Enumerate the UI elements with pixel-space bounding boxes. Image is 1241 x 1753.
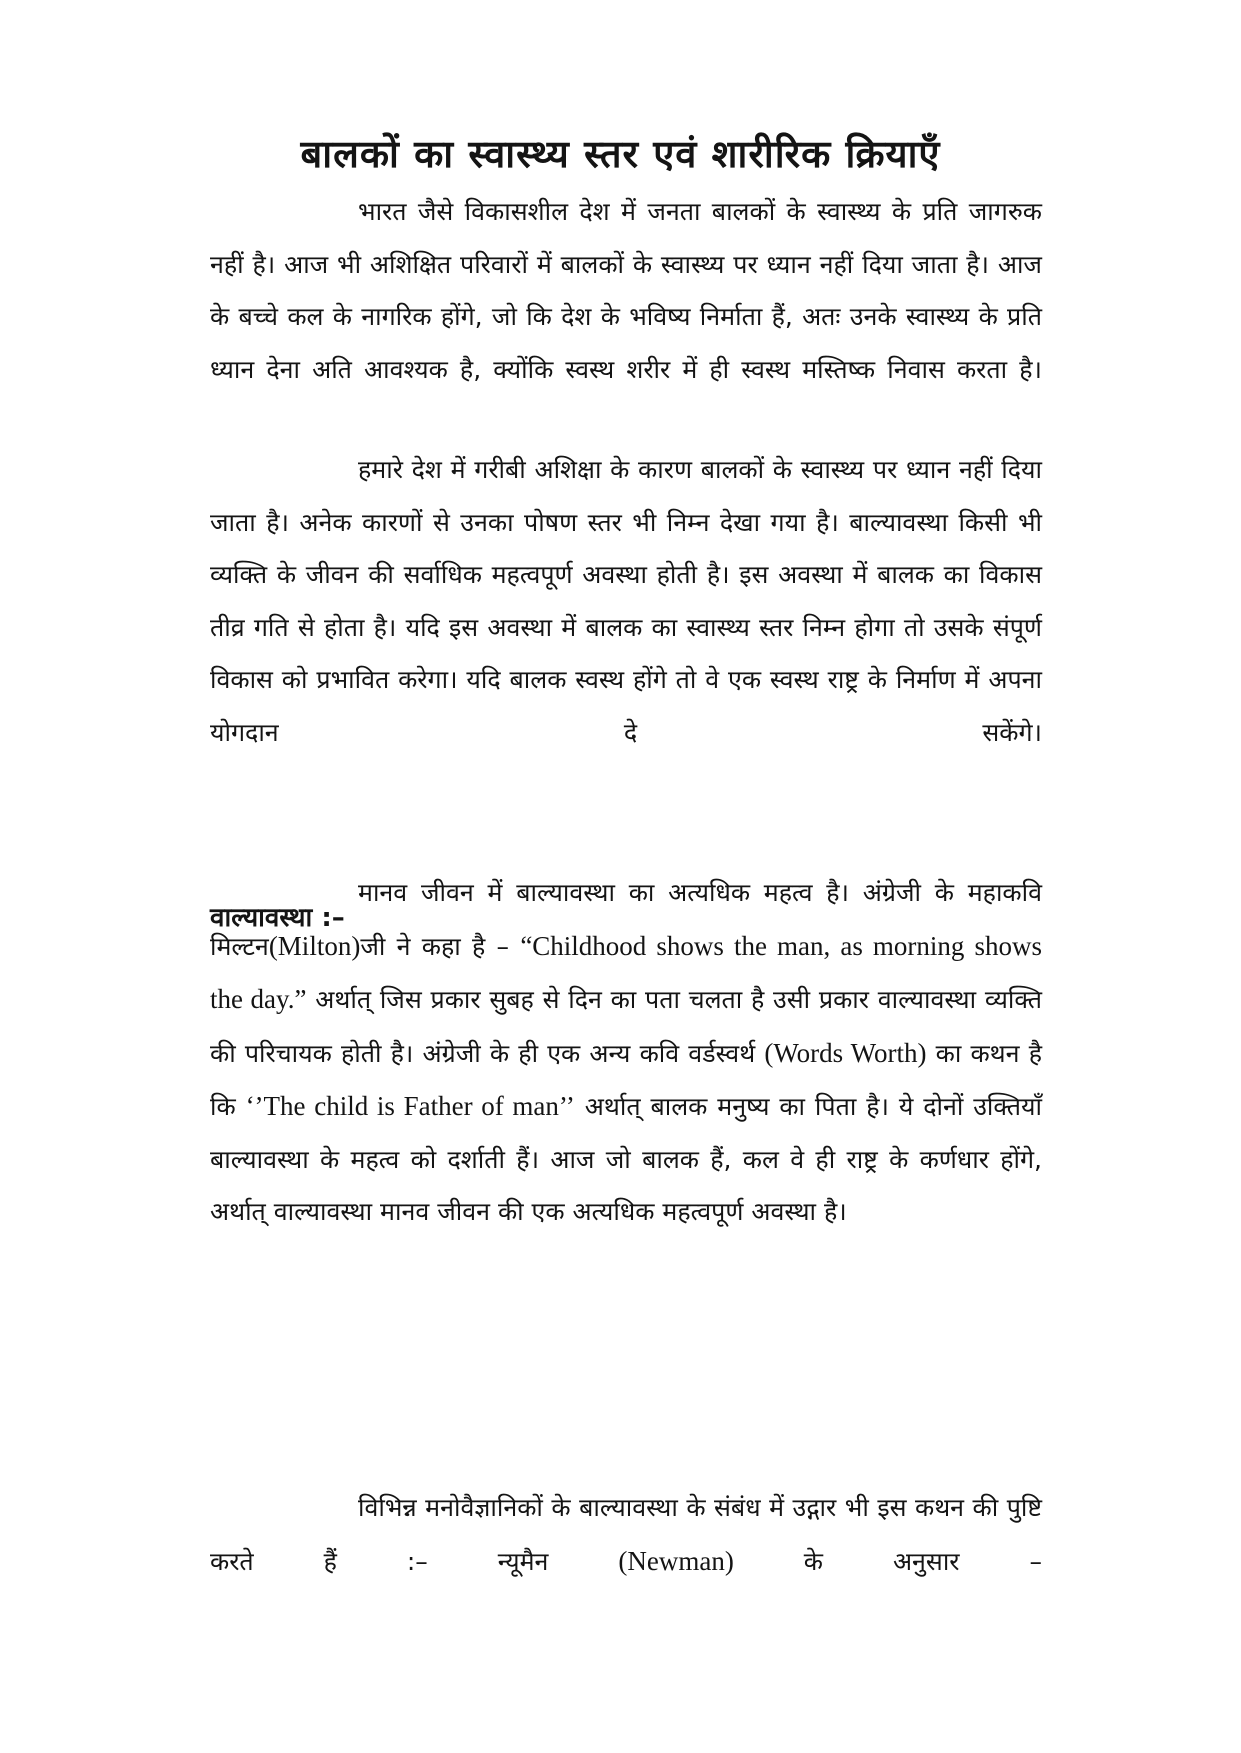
paragraph-4 [210,1482,1042,1588]
paragraph-2-text: हमारे देश में गरीबी अशिक्षा के कारण बालकों के स्वास्थ्य पर ध्यान नहीं दिया जाता है। अनेक कारणों से उनका पोषण स्तर भी निम्न देखा गया है। बाल्यावस्था किसी भी व्यक्ति के जीवन की सर्वाधिक महत्वपूर्ण अवस्था होती है। इस अवस्था में बालक का विकास तीव्र गति से होता है। यदि इस अवस्था में बालक का स्वास्थ्य स्तर निम्न होगा तो उसके संपूर्ण विकास को प्रभावित करेगा। यदि बालक स्वस्थ होंगे तो वे एक स्वस्थ राष्ट्र के निर्माण में अपना योगदान दे सकेंगे। [210,455,1042,747]
milton-quote: “Childhood shows the man, as morning shows the day.” [210,930,1043,1014]
paragraph-4-text-2: के अनुसार – [733,1546,1042,1576]
paragraph-3-text-3: अर्थात् जिस प्रकार सुबह से दिन का पता चलता है उसी प्रकार वाल्यावस्था व्यक्ति की परिचायक होती है। अंग्रेजी के ही एक अन्य कवि वर्डस्वर्थ [210,985,1043,1068]
paragraph-3-text-5: अर्थात् बालक मनुष्य का पिता है। ये दोनों उक्तियाँ बाल्यावस्था के महत्व को दर्शाती हैं। आज जो बालक हैं, कल वे ही राष्ट्र के कर्णधार होंगे, अर्थात् वाल्यावस्था मानव जीवन की एक अत्यधिक महत्वपूर्ण अवस्था है। [210,1092,1043,1226]
paragraph-3-text-1: मानव जीवन में बाल्यावस्था का अत्यधिक महत्व है। अंग्रेजी के महाकवि मिल्टन [210,878,1042,961]
paragraph-1-text: भारत जैसे विकासशील देश में जनता बालकों के स्वास्थ्य के प्रति जागरुक नहीं है। आज भी अशिक्षित परिवारों में बालकों के स्वास्थ्य पर ध्यान नहीं दिया जाता है। आज के बच्चे कल के नागरिक होंगे, जो कि देश के भविष्य निर्माता हैं, अतः उनके स्वास्थ्य के प्रति ध्यान देना अति आवश्यक है, क्योंकि स्वस्थ शरीर में ही स्वस्थ मस्तिष्क निवास करता है। [210,197,1042,384]
section-heading: वाल्यावस्था :– [210,903,345,933]
page-title: बालकों का स्वास्थ्य स्तर एवं शारीरिक क्रियाएँ [300,132,941,176]
newman-name: (Newman) [618,1545,734,1576]
paragraph-4-text-1: विभिन्न मनोवैज्ञानिकों के बाल्यावस्था के संबंध में उद्गार भी इस कथन की पुष्टि करते हैं :– न्यूमैन [210,1493,1042,1576]
milton-name: (Milton) [268,930,361,961]
paragraph-3 [210,867,1042,1239]
wordsworth-name: (Words Worth) [764,1037,927,1068]
paragraph-3-text-4: का कथन है कि [210,1038,1042,1121]
paragraph-2 [210,444,1042,759]
wordsworth-quote: ‘’The child is Father of man’’ [245,1091,575,1121]
paragraph-1 [210,186,1042,396]
paragraph-3-text-2: जी ने कहा है – [360,931,521,961]
